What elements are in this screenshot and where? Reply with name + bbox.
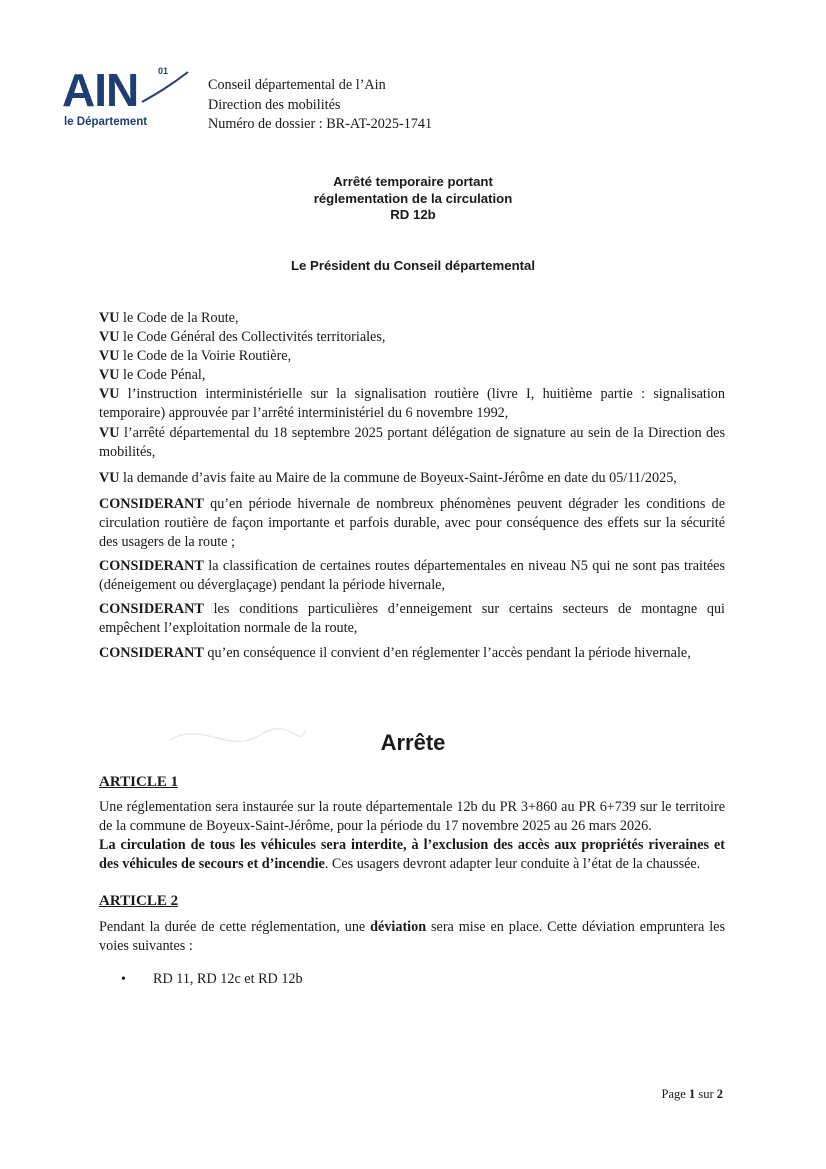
visa-paragraph	[99, 424, 725, 462]
article-1-tail-text: . Ces usagers devront adapter leur conduite à l’état de la chaussée.	[324, 856, 701, 873]
visa-text: le Code de la Route,	[119, 310, 239, 326]
article-2-body	[99, 918, 725, 956]
visa-text: la demande d’avis faite au Maire de la commune de Boyeux-Saint-Jérôme en date du 05/11/2025,	[119, 469, 677, 486]
article-2-bold-word: déviation	[370, 918, 427, 935]
visa-keyword: VU	[99, 424, 120, 441]
arrete-heading: Arrête	[380, 730, 446, 755]
considerant-keyword: CONSIDERANT	[99, 601, 204, 618]
considerant-keyword: CONSIDERANT	[99, 644, 204, 661]
considerant-keyword: CONSIDERANT	[99, 558, 204, 575]
file-number: Numéro de dossier : BR-AT-2025-1741	[208, 116, 433, 132]
title-line: réglementation de la circulation	[313, 190, 513, 206]
president-heading: Le Président du Conseil départemental	[290, 258, 536, 273]
considerant-paragraph	[99, 600, 725, 638]
visa-text: le Code de la Voirie Routière,	[119, 348, 292, 365]
logo-subtitle: le Département	[64, 116, 148, 128]
org-direction: Direction des mobilités	[208, 96, 341, 113]
document-title	[0, 174, 826, 224]
detour-route-list	[99, 970, 725, 989]
organization-header	[208, 76, 432, 135]
logo-text: AIN	[62, 64, 139, 116]
title-line: Arrêté temporaire portant	[333, 174, 493, 189]
department-logo	[62, 66, 192, 132]
visa-paragraph	[99, 366, 725, 385]
article-2-text-after: sera mise en place. Cette déviation empruntera les voies suivantes :	[99, 918, 725, 954]
article-2-heading: ARTICLE 2	[99, 893, 179, 910]
visa-paragraph	[99, 309, 725, 328]
considerant-text: qu’en période hivernale de nombreux phénomènes peuvent dégrader les conditions de circulation routière de façon importante et parfois durable, avec pour conséquence des effets sur la sécurité des usagers de la route ;	[99, 495, 725, 551]
considerant-text: la classification de certaines routes départementales en niveau N5 qui ne sont pas traitées (déneigement ou déverglaçage) pendant la période hivernale,	[99, 558, 725, 594]
visa-text: le Code Général des Collectivités territoriales,	[119, 329, 386, 346]
logo-number: 01	[158, 66, 169, 76]
page-number	[662, 1087, 723, 1102]
visa-paragraph	[99, 385, 725, 423]
visa-keyword: VU	[99, 367, 120, 384]
article-2-text-before: Pendant la durée de cette réglementation, une	[99, 918, 371, 935]
page-current: 1	[688, 1087, 696, 1101]
visa-text: le Code Pénal,	[119, 367, 206, 384]
page-prefix: Page	[661, 1087, 689, 1101]
considerant-paragraph	[99, 495, 725, 552]
considerant-keyword: CONSIDERANT	[99, 495, 204, 512]
visa-paragraph	[99, 347, 725, 366]
list-item: • RD 11, RD 12c et RD 12b	[99, 970, 725, 989]
title-line: RD 12b	[390, 207, 436, 222]
visa-keyword: VU	[99, 329, 120, 346]
visa-keyword: VU	[99, 386, 120, 403]
considerant-paragraph	[99, 644, 725, 663]
visa-text: l’instruction interministérielle sur la signalisation routière (livre I, huitième partie : signalisation temporaire) approuvée par l’arrêté interministériel du 6 novembre 1992,	[99, 386, 725, 422]
visa-keyword: VU	[99, 469, 120, 486]
visa-keyword: VU	[99, 310, 120, 326]
considerant-text: les conditions particulières d’enneigement sur certains secteurs de montagne qui empêchent l’exploitation normale de la route,	[99, 601, 725, 637]
page-middle: sur	[695, 1087, 717, 1101]
visa-paragraph	[99, 328, 725, 347]
visa-text: l’arrêté départemental du 18 septembre 2025 portant délégation de signature au sein de la Direction des mobilités,	[99, 424, 725, 460]
page-total: 2	[716, 1087, 723, 1101]
article-1-body	[99, 798, 725, 874]
article-1-bold-text: La circulation de tous les véhicules sera interdite, à l’exclusion des accès aux propriétés riveraines et des véhicules de secours et d’incendie	[99, 837, 725, 873]
visa-keyword: VU	[99, 348, 120, 365]
articles-section	[99, 773, 725, 989]
org-name: Conseil départemental de l’Ain	[208, 77, 386, 93]
visa-paragraph	[99, 469, 725, 488]
considerant-paragraph	[99, 557, 725, 595]
considerant-text: qu’en conséquence il convient d’en réglementer l’accès pendant la période hivernale,	[203, 644, 691, 661]
article-1-text: Une réglementation sera instaurée sur la route départementale 12b du PR 3+860 au PR 6+739 sur le territoire de la commune de Boyeux-Saint-Jérôme, pour la période du 17 novembre 2025 au 26 mars 2026.	[99, 799, 725, 835]
preamble	[99, 309, 725, 663]
article-1-heading: ARTICLE 1	[99, 774, 179, 790]
